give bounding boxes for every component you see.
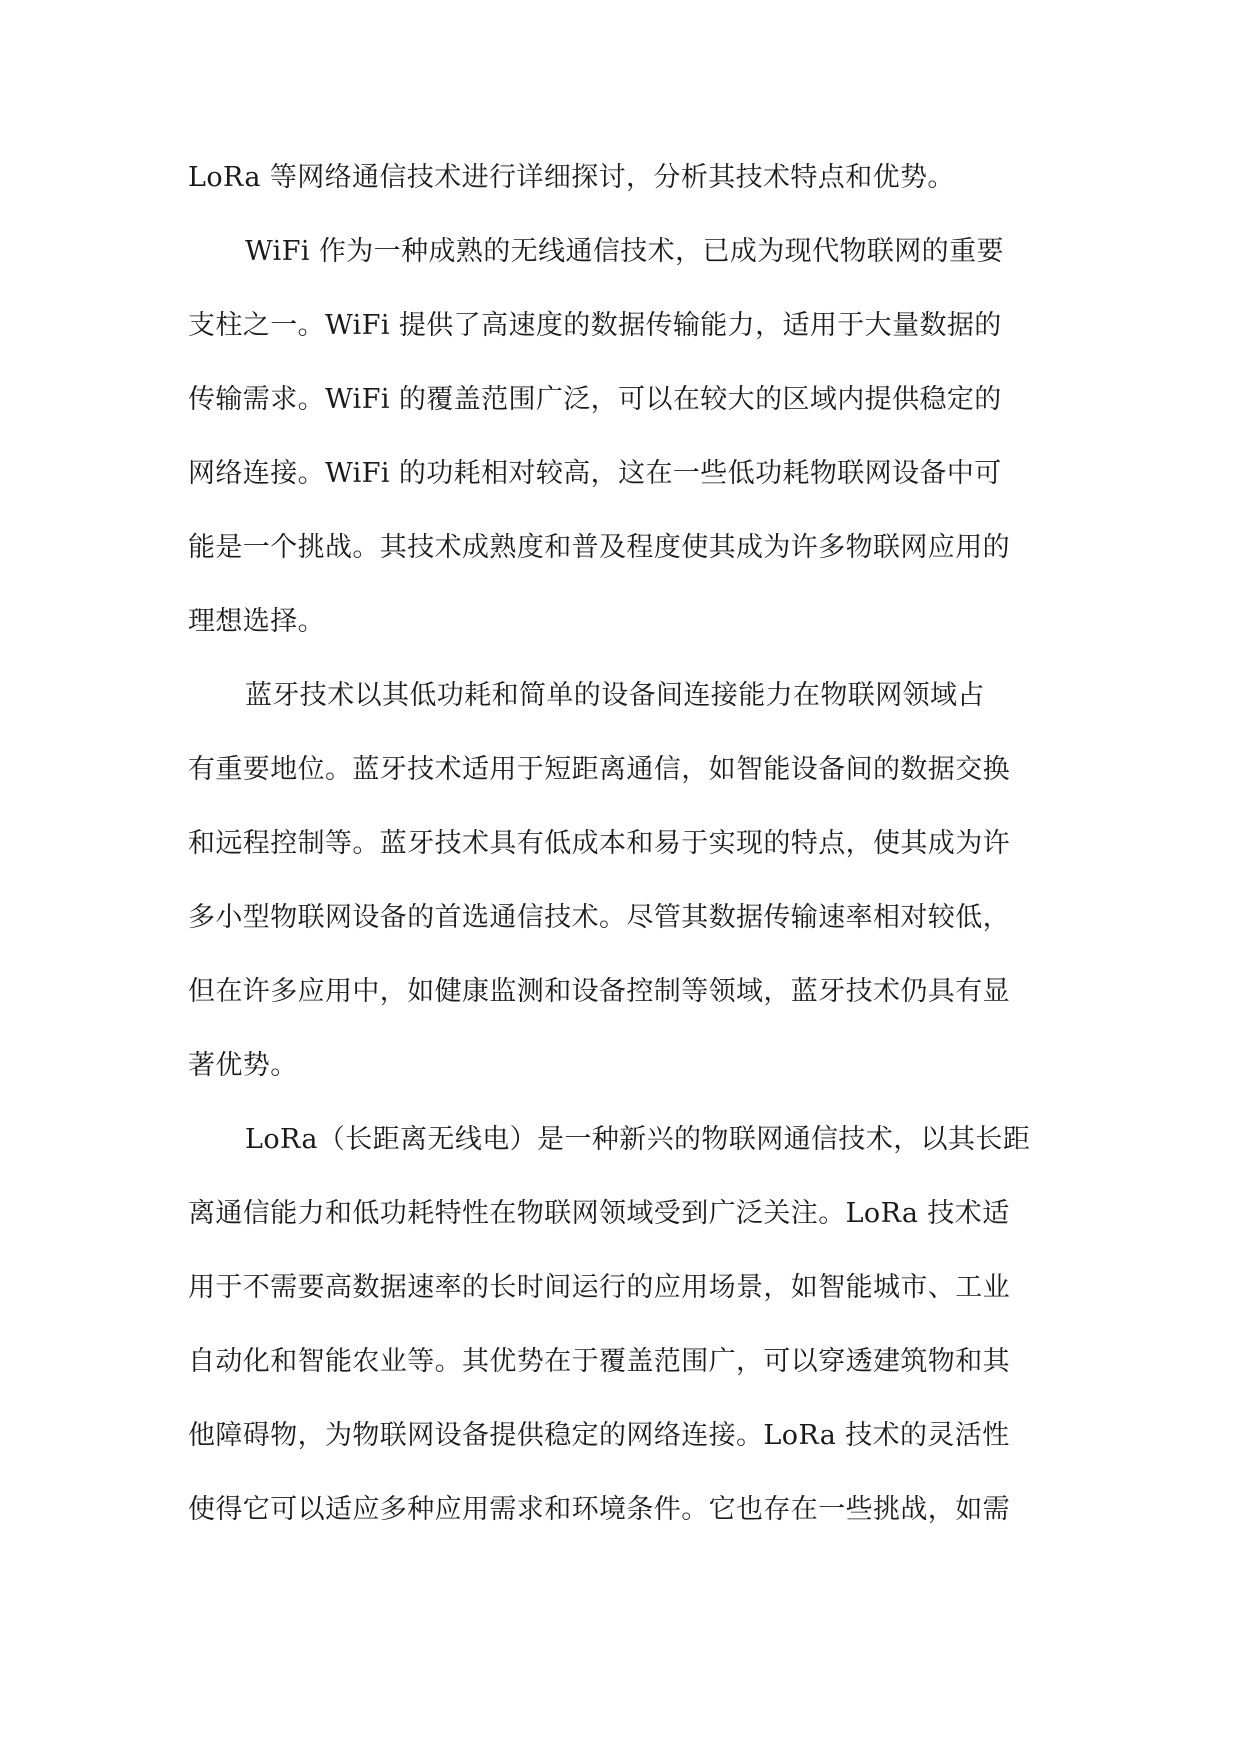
body-text <box>188 141 1068 1547</box>
text-line: 自动化和智能农业等。其优势在于覆盖范围广，可以穿透建筑物和其 <box>188 1346 1010 1377</box>
paragraph-first-line-wifi: WiFi 作为一种成熟的无线通信技术，已成为现代物联网的重要 <box>245 236 1004 267</box>
text-line: 网络连接。WiFi 的功耗相对较高，这在一些低功耗物联网设备中可 <box>188 458 1002 489</box>
text-line: 支柱之一。WiFi 提供了高速度的数据传输能力，适用于大量数据的 <box>188 310 1002 341</box>
paragraph-first-line-bluetooth: 蓝牙技术以其低功耗和简单的设备间连接能力在物联网领域占 <box>245 680 985 711</box>
text-line: 用于不需要高数据速率的长时间运行的应用场景，如智能城市、工业 <box>188 1272 1010 1303</box>
text-line: 但在许多应用中，如健康监测和设备控制等领域，蓝牙技术仍具有显 <box>188 976 1010 1007</box>
text-line: 使得它可以适应多种应用需求和环境条件。它也存在一些挑战，如需 <box>188 1494 1010 1525</box>
text-line: 能是一个挑战。其技术成熟度和普及程度使其成为许多物联网应用的 <box>188 532 1010 563</box>
text-line: 和远程控制等。蓝牙技术具有低成本和易于实现的特点，使其成为许 <box>188 828 1010 859</box>
text-line: LoRa 等网络通信技术进行详细探讨，分析其技术特点和优势。 <box>188 162 955 193</box>
text-line: 有重要地位。蓝牙技术适用于短距离通信，如智能设备间的数据交换 <box>188 754 1010 785</box>
text-line: 理想选择。 <box>188 606 325 637</box>
paragraph-first-line-lora: LoRa（长距离无线电）是一种新兴的物联网通信技术，以其长距 <box>245 1124 1031 1155</box>
text-line: 离通信能力和低功耗特性在物联网领域受到广泛关注。LoRa 技术适 <box>188 1198 1010 1229</box>
text-line: 传输需求。WiFi 的覆盖范围广泛，可以在较大的区域内提供稳定的 <box>188 384 1002 415</box>
text-line: 多小型物联网设备的首选通信技术。尽管其数据传输速率相对较低， <box>188 902 1010 933</box>
text-line: 他障碍物，为物联网设备提供稳定的网络连接。LoRa 技术的灵活性 <box>188 1420 1010 1451</box>
text-line: 著优势。 <box>188 1050 298 1081</box>
